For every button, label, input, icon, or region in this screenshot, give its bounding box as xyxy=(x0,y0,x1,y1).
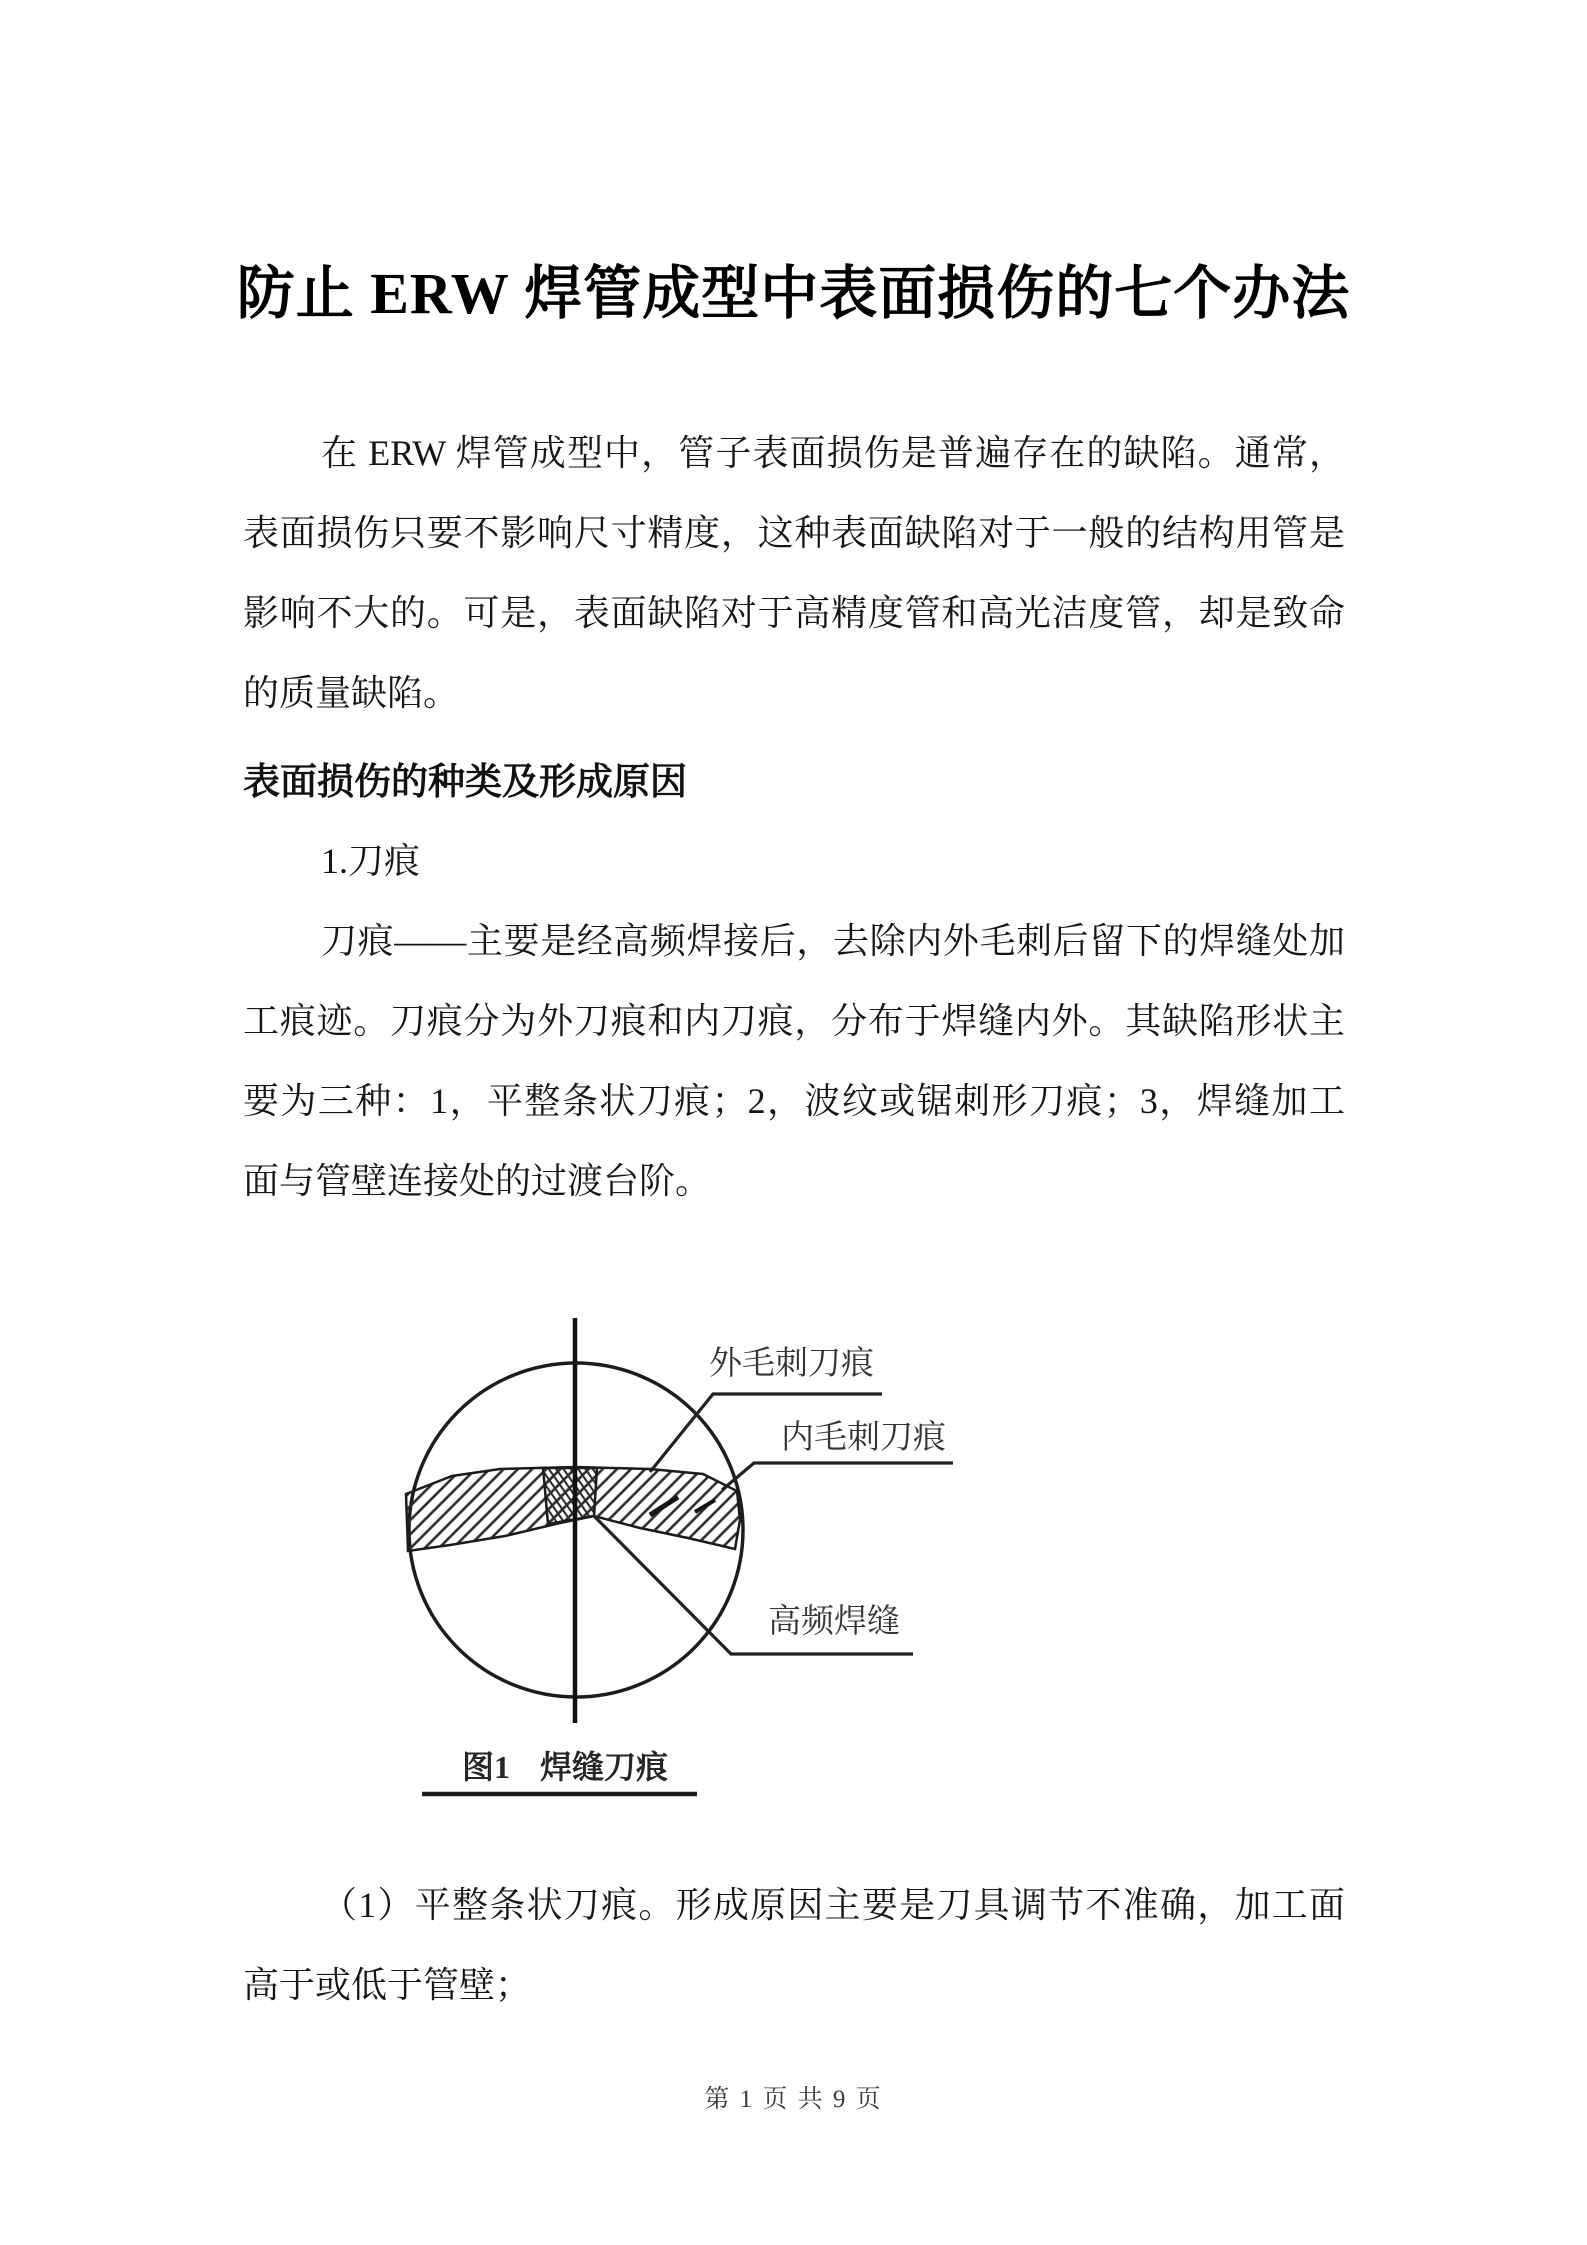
paragraph-intro xyxy=(243,413,1345,733)
paragraph-flat-strip-mark xyxy=(243,1865,1345,2025)
list-item-label: 1.刀痕 xyxy=(321,841,421,881)
figure-caption-number: 图1 xyxy=(462,1749,511,1785)
list-item-1 xyxy=(243,821,1345,901)
text-line: 刀痕——主要是经高频焊接后，去除内外毛刺后留下的焊缝处加 xyxy=(321,921,1345,961)
figure-label-outer-burr: 外毛刺刀痕 xyxy=(709,1346,874,1382)
text-line: 高于或低于管壁； xyxy=(243,1965,532,2005)
figure-weld-knife-mark-diagram xyxy=(0,1215,1587,1875)
page-title: 防止 ERW 焊管成型中表面损伤的七个办法 xyxy=(236,261,1351,326)
text-line: 面与管壁连接处的过渡台阶。 xyxy=(243,1161,712,1201)
section-heading xyxy=(243,742,1345,822)
text-line: 影响不大的。可是，表面缺陷对于高精度管和高光洁度管，却是致命 xyxy=(243,593,1345,633)
text-line: 要为三种：1，平整条状刀痕；2，波纹或锯刺形刀痕；3，焊缝加工 xyxy=(243,1081,1345,1121)
paragraph-knife-marks xyxy=(243,901,1345,1221)
text-line: 的质量缺陷。 xyxy=(243,673,460,713)
callout-line-inner-burr xyxy=(722,1463,953,1490)
text-line: 工痕迹。刀痕分为外刀痕和内刀痕，分布于焊缝内外。其缺陷形状主 xyxy=(243,1001,1345,1041)
figure-label-weld-seam: 高频焊缝 xyxy=(768,1604,900,1640)
weld-seam-strip xyxy=(543,1468,597,1524)
text-line: 表面损伤只要不影响尺寸精度，这种表面缺陷对于一般的结构用管是 xyxy=(243,513,1345,553)
page-footer: 第 1 页 共 9 页 xyxy=(704,2086,883,2113)
figure-label-inner-burr: 内毛刺刀痕 xyxy=(781,1420,946,1456)
text-line: 在 ERW 焊管成型中，管子表面损伤是普遍存在的缺陷。通常， xyxy=(321,433,1345,473)
text-line: （1）平整条状刀痕。形成原因主要是刀具调节不准确，加工面 xyxy=(321,1885,1345,1925)
section-heading-text: 表面损伤的种类及形成原因 xyxy=(243,761,687,802)
figure-caption-text: 焊缝刀痕 xyxy=(540,1749,669,1785)
